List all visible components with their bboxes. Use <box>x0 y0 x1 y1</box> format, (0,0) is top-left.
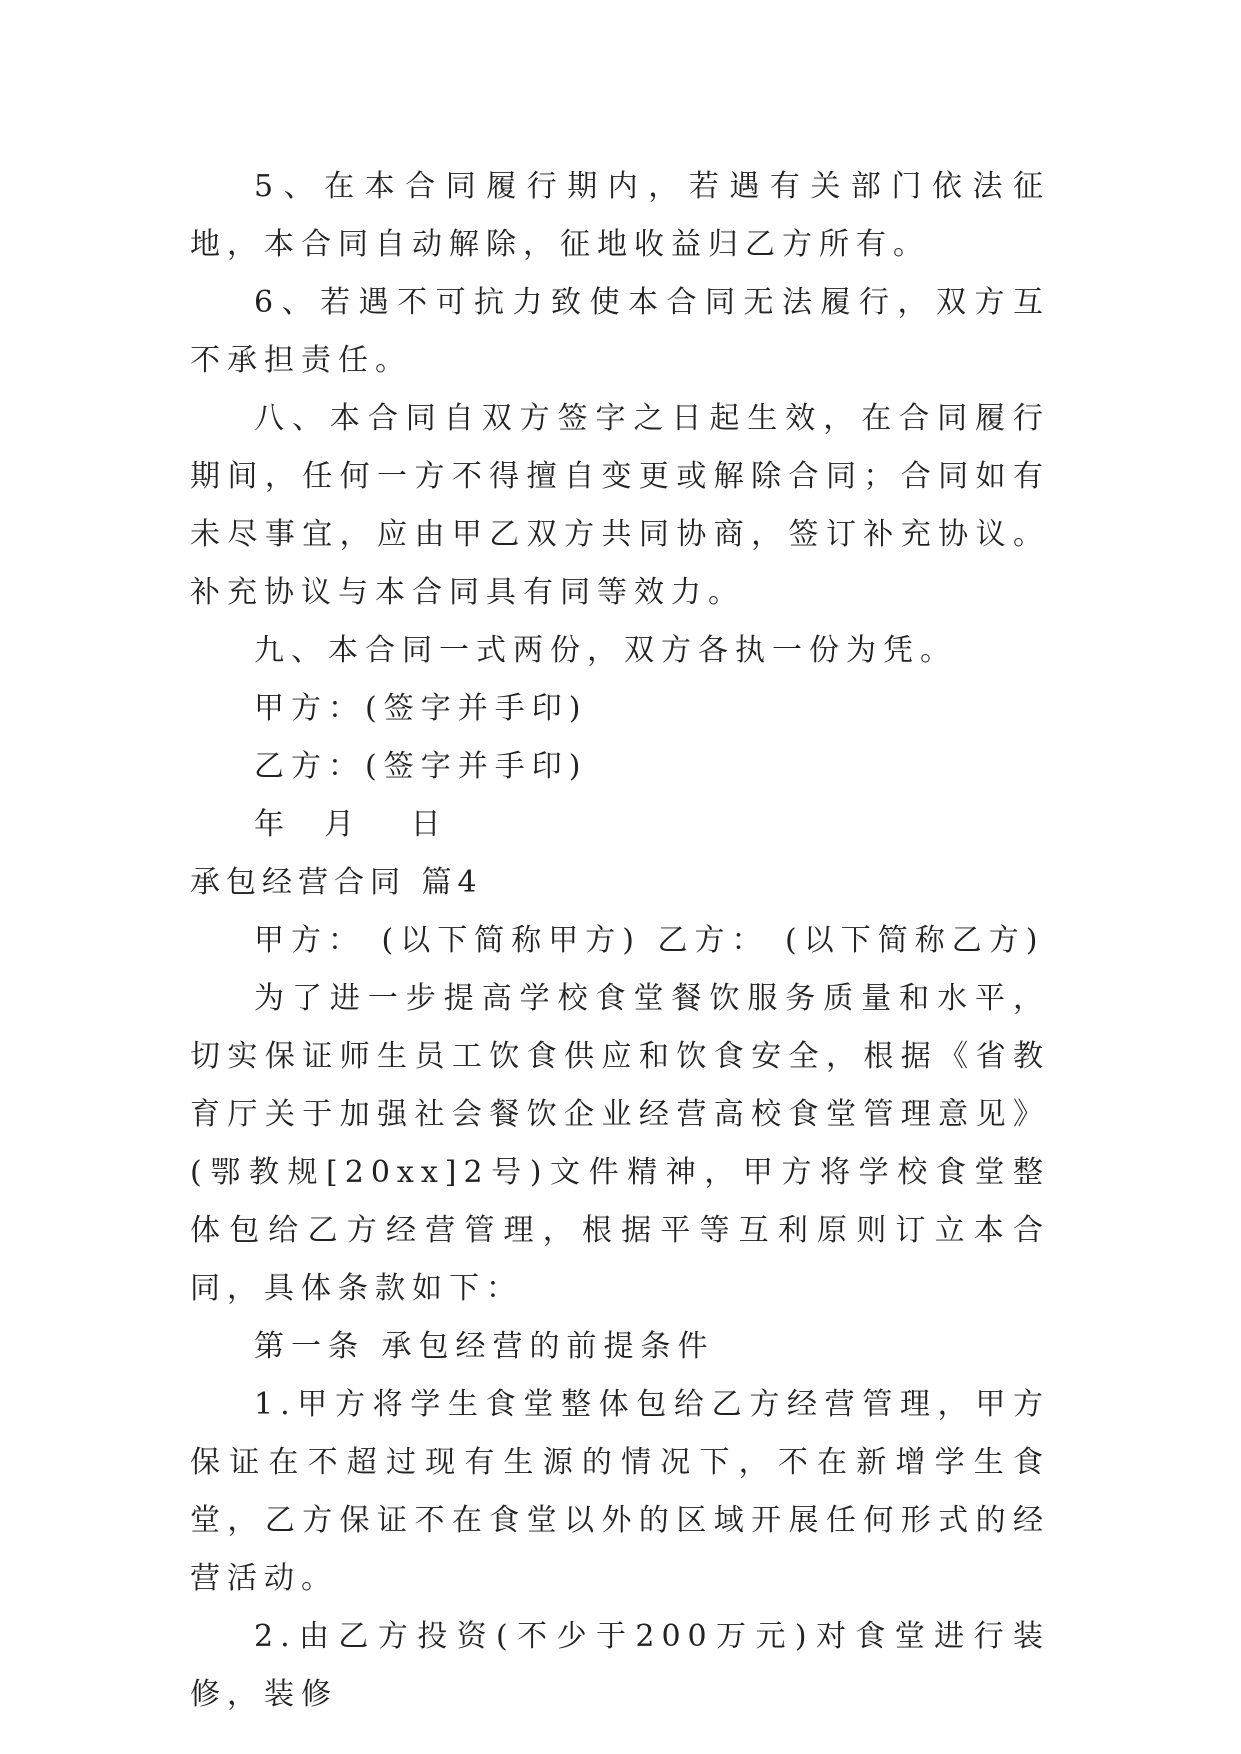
paragraph-clause-1: 1.甲方将学生食堂整体包给乙方经营管理，甲方保证在不超过现有生源的情况下，不在新增学生食堂，乙方保证不在食堂以外的区域开展任何形式的经营活动。 <box>190 1387 1050 1596</box>
paragraph-clause-5: 5、在本合同履行期内，若遇有关部门依法征地，本合同自动解除，征地收益归乙方所有。 <box>190 169 1050 262</box>
article-1-title: 第一条 承包经营的前提条件 <box>254 1329 715 1364</box>
paragraph-clause-6: 6、若遇不可抗力致使本合同无法履行，双方互不承担责任。 <box>190 285 1050 378</box>
section-title: 承包经营合同 篇4 <box>190 865 483 900</box>
parties-line: 甲方： (以下简称甲方) 乙方： (以下简称乙方) <box>254 923 1045 958</box>
paragraph-article-8: 八、本合同自双方签字之日起生效，在合同履行期间，任何一方不得擅自变更或解除合同；合同如有未尽事宜，应由甲乙双方共同协商，签订补充协议。补充协议与本合同具有同等效力。 <box>190 401 1050 610</box>
paragraph-article-9: 九、本合同一式两份，双方各执一份为凭。 <box>254 633 957 668</box>
paragraph-clause-2: 2.由乙方投资(不少于200万元)对食堂进行装修，装修 <box>190 1619 1050 1712</box>
signature-party-a: 甲方：(签字并手印) <box>254 691 588 726</box>
paragraph-intro: 为了进一步提高学校食堂餐饮服务质量和水平，切实保证师生员工饮食供应和饮食安全，根据《省教育厅关于加强社会餐饮企业经营高校食堂管理意见》(鄂教规[20xx]2号)文件精神，甲方将学校食堂整体包给乙方经营管理，根据平等互利原则订立本合同，具体条款如下： <box>190 981 1050 1306</box>
date-line: 年 月 日 <box>254 807 448 842</box>
signature-party-b: 乙方：(签字并手印) <box>254 749 588 784</box>
document-body <box>190 158 1050 1724</box>
